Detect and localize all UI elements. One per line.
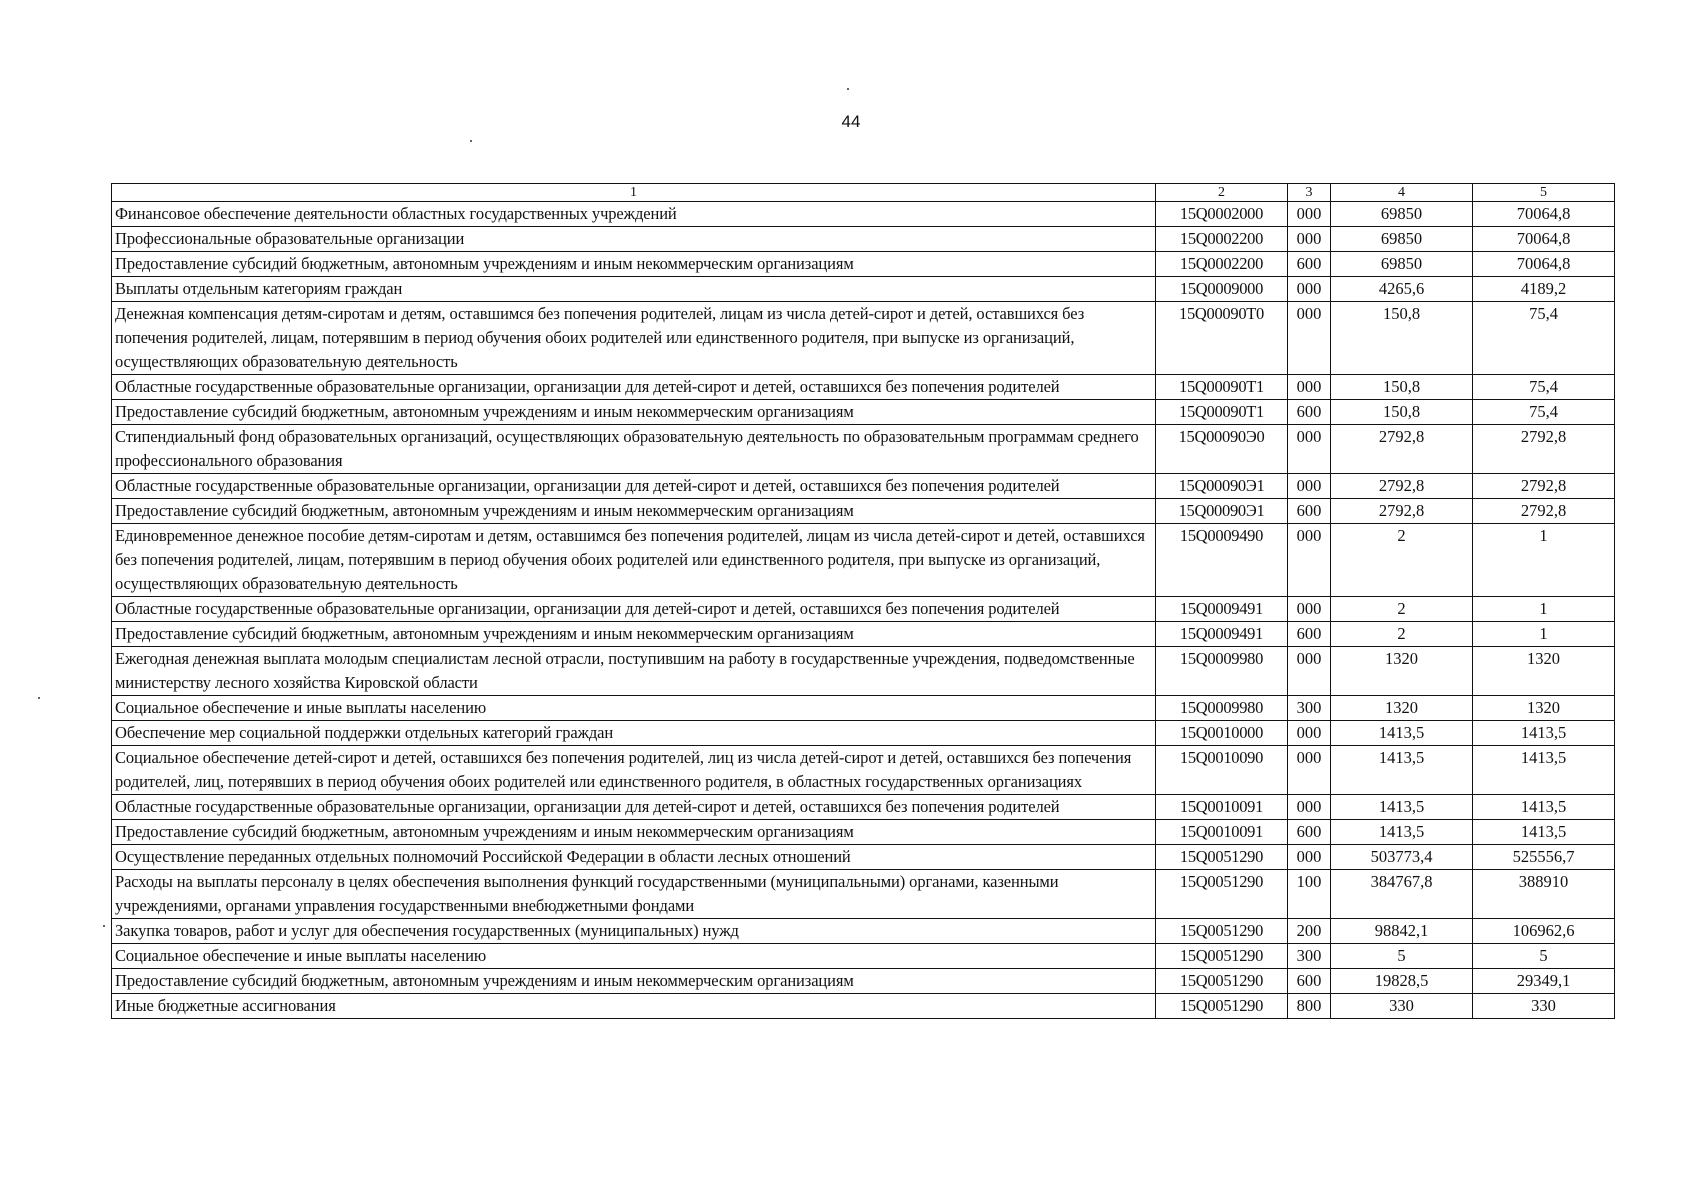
row-expense-type: 300 — [1288, 696, 1331, 721]
row-value-col4: 69850 — [1331, 227, 1473, 252]
table-row — [112, 425, 1615, 474]
row-value-col5: 1 — [1473, 622, 1615, 647]
row-value-col5: 1 — [1473, 597, 1615, 622]
row-expense-type: 600 — [1288, 400, 1331, 425]
row-value-col4: 150,8 — [1331, 400, 1473, 425]
row-expense-type: 200 — [1288, 919, 1331, 944]
table-row — [112, 969, 1615, 994]
row-value-col4: 150,8 — [1331, 302, 1473, 375]
row-expense-type: 000 — [1288, 375, 1331, 400]
row-code: 15Q0002200 — [1156, 252, 1288, 277]
row-code: 15Q0002200 — [1156, 227, 1288, 252]
table-row — [112, 524, 1615, 597]
table-row — [112, 622, 1615, 647]
row-value-col5: 106962,6 — [1473, 919, 1615, 944]
row-value-col5: 5 — [1473, 944, 1615, 969]
row-value-col5: 70064,8 — [1473, 227, 1615, 252]
row-name: Областные государственные образовательные организации, организации для детей-сирот и детей, оставшихся без попечения родителей — [112, 474, 1156, 499]
row-code: 15Q0009980 — [1156, 647, 1288, 696]
row-value-col5: 2792,8 — [1473, 474, 1615, 499]
row-value-col4: 2792,8 — [1331, 499, 1473, 524]
row-code: 15Q0009980 — [1156, 696, 1288, 721]
table-row — [112, 302, 1615, 375]
table-row — [112, 499, 1615, 524]
row-name: Закупка товаров, работ и услуг для обеспечения государственных (муниципальных) нужд — [112, 919, 1156, 944]
table-row — [112, 919, 1615, 944]
table-row — [112, 597, 1615, 622]
row-name: Предоставление субсидий бюджетным, автономным учреждениям и иным некоммерческим организациям — [112, 252, 1156, 277]
row-name: Обеспечение мер социальной поддержки отдельных категорий граждан — [112, 721, 1156, 746]
row-expense-type: 600 — [1288, 820, 1331, 845]
row-value-col5: 1413,5 — [1473, 820, 1615, 845]
row-value-col4: 150,8 — [1331, 375, 1473, 400]
table-row — [112, 202, 1615, 227]
row-code: 15Q00090T0 — [1156, 302, 1288, 375]
row-value-col5: 1413,5 — [1473, 721, 1615, 746]
table-row — [112, 795, 1615, 820]
row-expense-type: 600 — [1288, 622, 1331, 647]
row-code: 15Q0009491 — [1156, 622, 1288, 647]
row-code: 15Q0010000 — [1156, 721, 1288, 746]
row-value-col5: 525556,7 — [1473, 845, 1615, 870]
row-expense-type: 000 — [1288, 721, 1331, 746]
row-value-col5: 1413,5 — [1473, 795, 1615, 820]
row-value-col5: 1413,5 — [1473, 746, 1615, 795]
column-number-2: 2 — [1156, 184, 1288, 202]
table-row — [112, 227, 1615, 252]
row-name: Социальное обеспечение и иные выплаты населению — [112, 944, 1156, 969]
row-expense-type: 000 — [1288, 425, 1331, 474]
row-expense-type: 000 — [1288, 524, 1331, 597]
row-expense-type: 300 — [1288, 944, 1331, 969]
row-value-col4: 330 — [1331, 994, 1473, 1019]
row-expense-type: 100 — [1288, 870, 1331, 919]
column-number-1: 1 — [112, 184, 1156, 202]
row-value-col5: 70064,8 — [1473, 252, 1615, 277]
row-value-col4: 19828,5 — [1331, 969, 1473, 994]
row-value-col4: 5 — [1331, 944, 1473, 969]
row-expense-type: 000 — [1288, 647, 1331, 696]
row-value-col4: 1320 — [1331, 647, 1473, 696]
row-value-col4: 2 — [1331, 524, 1473, 597]
row-value-col4: 69850 — [1331, 202, 1473, 227]
row-code: 15Q0010091 — [1156, 795, 1288, 820]
row-code: 15Q0002000 — [1156, 202, 1288, 227]
scan-speck — [103, 925, 105, 927]
row-expense-type: 800 — [1288, 994, 1331, 1019]
row-name: Ежегодная денежная выплата молодым специалистам лесной отрасли, поступившим на работу в государственные учреждения, подведомственные министерству лесного хозяйства Кировской области — [112, 647, 1156, 696]
table-row — [112, 647, 1615, 696]
row-expense-type: 000 — [1288, 202, 1331, 227]
row-name: Предоставление субсидий бюджетным, автономным учреждениям и иным некоммерческим организациям — [112, 969, 1156, 994]
row-value-col4: 1413,5 — [1331, 746, 1473, 795]
row-value-col5: 330 — [1473, 994, 1615, 1019]
row-value-col5: 1320 — [1473, 696, 1615, 721]
table-row — [112, 252, 1615, 277]
row-code: 15Q0051290 — [1156, 919, 1288, 944]
row-name: Единовременное денежное пособие детям-сиротам и детям, оставшимся без попечения родителей, лицам из числа детей-сирот и детей, оставшихся без попечения родителей, лицам, потерявшим в период обучения обоих родителей или единственного родителя, при выпуске из организаций, осуществляющих образовательную деятельность — [112, 524, 1156, 597]
row-value-col4: 2792,8 — [1331, 474, 1473, 499]
row-value-col5: 2792,8 — [1473, 499, 1615, 524]
row-code: 15Q0009000 — [1156, 277, 1288, 302]
row-code: 15Q0051290 — [1156, 969, 1288, 994]
scan-speck — [847, 88, 849, 90]
row-value-col5: 75,4 — [1473, 375, 1615, 400]
row-expense-type: 000 — [1288, 845, 1331, 870]
row-name: Областные государственные образовательные организации, организации для детей-сирот и детей, оставшихся без попечения родителей — [112, 597, 1156, 622]
table-row — [112, 400, 1615, 425]
row-code: 15Q0051290 — [1156, 944, 1288, 969]
row-expense-type: 600 — [1288, 969, 1331, 994]
table-row — [112, 845, 1615, 870]
table-row — [112, 721, 1615, 746]
row-value-col5: 70064,8 — [1473, 202, 1615, 227]
row-code: 15Q00090T1 — [1156, 400, 1288, 425]
row-value-col4: 1413,5 — [1331, 721, 1473, 746]
row-expense-type: 000 — [1288, 746, 1331, 795]
row-name: Социальное обеспечение и иные выплаты населению — [112, 696, 1156, 721]
row-code: 15Q00090Э1 — [1156, 499, 1288, 524]
row-code: 15Q00090Э0 — [1156, 425, 1288, 474]
table-row — [112, 375, 1615, 400]
row-value-col4: 98842,1 — [1331, 919, 1473, 944]
row-value-col5: 4189,2 — [1473, 277, 1615, 302]
row-value-col4: 384767,8 — [1331, 870, 1473, 919]
table-row — [112, 994, 1615, 1019]
column-number-4: 4 — [1331, 184, 1473, 202]
row-name: Иные бюджетные ассигнования — [112, 994, 1156, 1019]
table-row — [112, 870, 1615, 919]
row-code: 15Q0051290 — [1156, 870, 1288, 919]
row-value-col4: 1413,5 — [1331, 820, 1473, 845]
row-value-col5: 388910 — [1473, 870, 1615, 919]
page-number: 44 — [841, 112, 861, 131]
row-name: Предоставление субсидий бюджетным, автономным учреждениям и иным некоммерческим организациям — [112, 820, 1156, 845]
row-value-col5: 1 — [1473, 524, 1615, 597]
table-row — [112, 696, 1615, 721]
row-expense-type: 000 — [1288, 277, 1331, 302]
row-value-col5: 75,4 — [1473, 400, 1615, 425]
row-name: Денежная компенсация детям-сиротам и детям, оставшимся без попечения родителей, лицам из числа детей-сирот и детей, оставшихся без попечения родителей, лицам, потерявшим в период обучения обоих родителей или единственного родителя, при выпуске из организаций, осуществляющих образовательную деятельность — [112, 302, 1156, 375]
row-name: Областные государственные образовательные организации, организации для детей-сирот и детей, оставшихся без попечения родителей — [112, 795, 1156, 820]
row-code: 15Q0009491 — [1156, 597, 1288, 622]
row-code: 15Q00090T1 — [1156, 375, 1288, 400]
row-code: 15Q0051290 — [1156, 845, 1288, 870]
row-value-col4: 503773,4 — [1331, 845, 1473, 870]
row-value-col4: 69850 — [1331, 252, 1473, 277]
row-code: 15Q0051290 — [1156, 994, 1288, 1019]
row-expense-type: 000 — [1288, 474, 1331, 499]
row-expense-type: 000 — [1288, 795, 1331, 820]
row-value-col5: 2792,8 — [1473, 425, 1615, 474]
column-number-3: 3 — [1288, 184, 1331, 202]
column-number-5: 5 — [1473, 184, 1615, 202]
row-name: Стипендиальный фонд образовательных организаций, осуществляющих образовательную деятельность по образовательным программам среднего профессионального образования — [112, 425, 1156, 474]
budget-table — [111, 183, 1615, 1019]
row-code: 15Q0010090 — [1156, 746, 1288, 795]
table-body — [112, 184, 1615, 1019]
row-expense-type: 600 — [1288, 499, 1331, 524]
row-value-col5: 75,4 — [1473, 302, 1615, 375]
table-row — [112, 944, 1615, 969]
row-expense-type: 000 — [1288, 302, 1331, 375]
row-value-col4: 2 — [1331, 597, 1473, 622]
scan-speck — [38, 697, 40, 699]
table-row — [112, 277, 1615, 302]
table-row — [112, 820, 1615, 845]
row-name: Выплаты отдельным категориям граждан — [112, 277, 1156, 302]
column-number-row — [112, 184, 1615, 202]
row-name: Предоставление субсидий бюджетным, автономным учреждениям и иным некоммерческим организациям — [112, 499, 1156, 524]
row-name: Предоставление субсидий бюджетным, автономным учреждениям и иным некоммерческим организациям — [112, 622, 1156, 647]
row-code: 15Q0010091 — [1156, 820, 1288, 845]
scan-speck — [470, 140, 472, 142]
row-name: Финансовое обеспечение деятельности областных государственных учреждений — [112, 202, 1156, 227]
row-value-col4: 1413,5 — [1331, 795, 1473, 820]
row-value-col5: 29349,1 — [1473, 969, 1615, 994]
table-row — [112, 746, 1615, 795]
row-name: Расходы на выплаты персоналу в целях обеспечения выполнения функций государственными (муниципальными) органами, казенными учреждениями, органами управления государственными внебюджетными фондами — [112, 870, 1156, 919]
row-value-col4: 1320 — [1331, 696, 1473, 721]
row-name: Профессиональные образовательные организации — [112, 227, 1156, 252]
row-expense-type: 000 — [1288, 227, 1331, 252]
row-name: Предоставление субсидий бюджетным, автономным учреждениям и иным некоммерческим организациям — [112, 400, 1156, 425]
row-value-col4: 2792,8 — [1331, 425, 1473, 474]
row-name: Областные государственные образовательные организации, организации для детей-сирот и детей, оставшихся без попечения родителей — [112, 375, 1156, 400]
row-code: 15Q00090Э1 — [1156, 474, 1288, 499]
row-value-col5: 1320 — [1473, 647, 1615, 696]
row-name: Осуществление переданных отдельных полномочий Российской Федерации в области лесных отношений — [112, 845, 1156, 870]
table-row — [112, 474, 1615, 499]
row-value-col4: 2 — [1331, 622, 1473, 647]
row-code: 15Q0009490 — [1156, 524, 1288, 597]
row-name: Социальное обеспечение детей-сирот и детей, оставшихся без попечения родителей, лиц из числа детей-сирот и детей, оставшихся без попечения родителей, лиц, потерявших в период обучения обоих родителей или единственного родителя, в областных государственных организациях — [112, 746, 1156, 795]
row-expense-type: 600 — [1288, 252, 1331, 277]
row-value-col4: 4265,6 — [1331, 277, 1473, 302]
row-expense-type: 000 — [1288, 597, 1331, 622]
